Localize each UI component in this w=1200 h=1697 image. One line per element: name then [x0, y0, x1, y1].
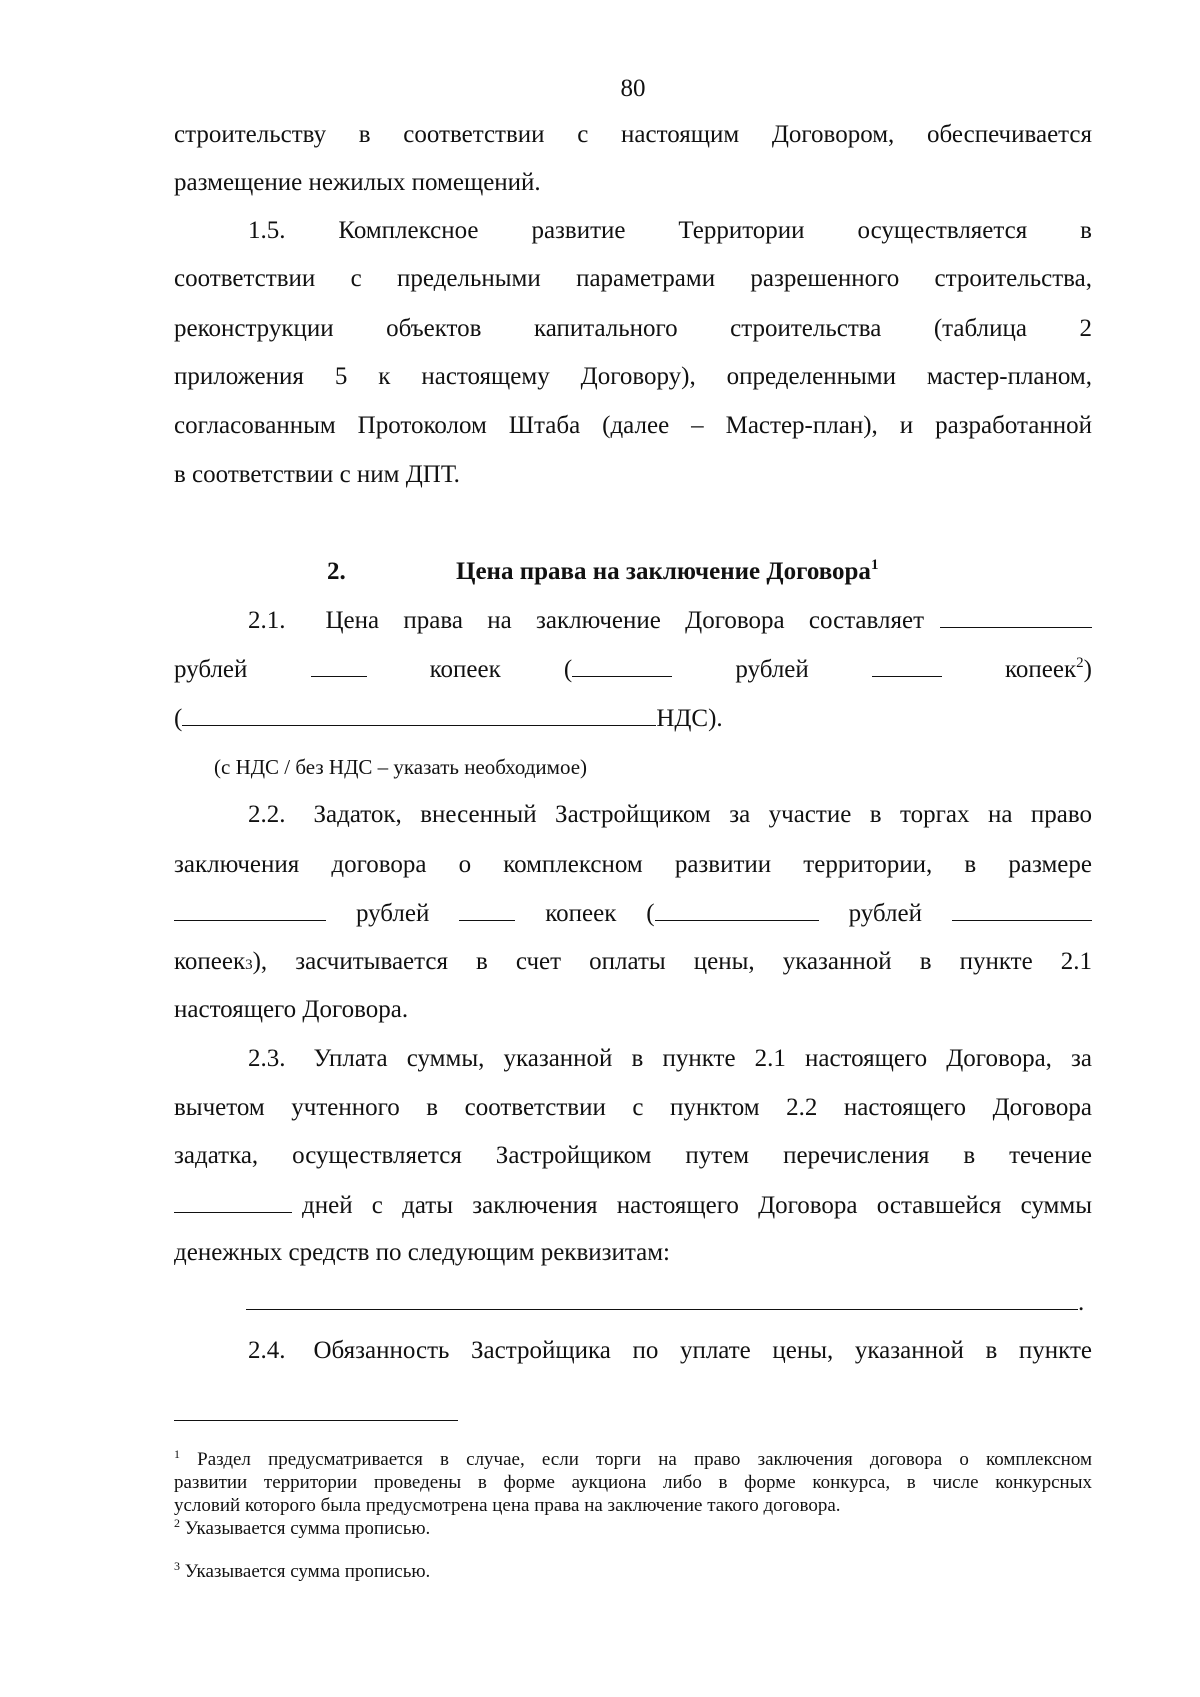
paren: (: [174, 705, 183, 732]
blank-field: [174, 1190, 292, 1213]
word: рублей: [735, 656, 809, 683]
footnote-ref: 2: [1076, 655, 1084, 671]
page-number: 80: [620, 75, 646, 102]
requisites-line: [246, 1287, 1092, 1318]
paragraph-line: заключения договора о комплексном развитии территории, в размере: [174, 851, 1092, 878]
footnote-1-line-3: условий которого была предусмотрена цена права на заключение такого договора.: [174, 1495, 841, 1516]
paragraph-line: согласованным Протоколом Штаба (далее – Мастер-план), и разработанной: [174, 412, 1092, 439]
blank-field: [459, 898, 515, 921]
paren: ): [1083, 656, 1092, 683]
blank-field: [872, 654, 942, 677]
footnote-text: Раздел предусматривается в случае, если торги на право заключения договора о комплексном: [197, 1449, 1093, 1470]
paragraph-line: приложения 5 к настоящему Договору), определенными мастер-планом,: [174, 363, 1092, 390]
footnote-text: Указывается сумма прописью.: [184, 1518, 431, 1539]
clause-number: 2.3.: [248, 1045, 286, 1072]
clause-2-1-line-3: [174, 703, 1092, 734]
clause-number: 2.4.: [248, 1337, 286, 1364]
period: .: [1078, 1289, 1085, 1316]
footnote-text: Указывается сумма прописью.: [184, 1561, 431, 1582]
word: Комплексное: [338, 217, 479, 244]
word: осуществляется: [857, 217, 1028, 244]
paren: (: [646, 900, 655, 927]
word: копеек: [545, 900, 617, 927]
blank-field: [572, 654, 672, 677]
footnote-1-line-2: развитии территории проведены в форме аукциона либо в форме конкурса, в числе конкурсных: [174, 1472, 1092, 1493]
paren: (: [563, 656, 573, 683]
hint-text: (с НДС / без НДС – указать необходимое): [214, 755, 588, 779]
word: объектов: [386, 315, 482, 342]
vat-text: НДС).: [656, 705, 723, 732]
blank-field: [311, 654, 367, 677]
paragraph-line: вычетом учтенного в соответствии с пунктом 2.2 настоящего Договора: [174, 1094, 1092, 1121]
footnote-3: [174, 1561, 1092, 1583]
clause-2-3-line-1: [248, 1044, 1092, 1074]
word: реконструкции: [174, 315, 334, 342]
footnote-mark: 2: [174, 1516, 180, 1530]
blank-field: [655, 898, 819, 921]
paragraph-line: денежных средств по следующим реквизитам:: [174, 1239, 670, 1266]
clause-number: 2.2.: [248, 801, 286, 828]
paragraph-line: соответствии с предельными параметрами разрешенного строительства,: [174, 265, 1092, 292]
clause-2-1-line-1: [248, 605, 1092, 636]
paragraph-line: в соответствии с ним ДПТ.: [174, 461, 460, 488]
clause-2-2-line-4: копеек 3 ), засчитывается в счет оплаты цены, указанной в пункте 2.1: [174, 948, 1092, 975]
clause-2-2-line-1: [248, 800, 1092, 830]
word: Территории: [678, 217, 805, 244]
footnote-2: [174, 1518, 1092, 1540]
section-title: [456, 557, 1056, 587]
paragraph-line: задатка, осуществляется Застройщиком путем перечисления в течение: [174, 1142, 1092, 1169]
word: капитального: [533, 315, 678, 342]
section-title-text: Цена права на заключение Договора: [456, 558, 871, 585]
blank-field: [182, 703, 656, 726]
clause-text: Задаток, внесенный Застройщиком за участие в торгах на право: [313, 801, 1092, 828]
word: рублей: [848, 900, 922, 927]
footnote-separator: [174, 1420, 458, 1421]
blank-field: [246, 1287, 1078, 1310]
clause-2-1-line-2: [174, 654, 1092, 685]
footnote-ref: 1: [870, 557, 879, 573]
clause-number: 2.1.: [248, 607, 286, 634]
paragraph-line: строительству в соответствии с настоящим Договором, обеспечивается: [174, 121, 1092, 148]
paragraph-line: [174, 314, 1092, 344]
footnote-mark: 1: [174, 1447, 180, 1461]
blank-field: [952, 898, 1092, 921]
clause-number: 1.5.: [248, 217, 286, 244]
word: копеек: [174, 948, 246, 975]
word: 2: [1079, 315, 1092, 342]
paragraph-line: размещение нежилых помещений.: [174, 169, 541, 196]
clause-1-5-line-1: [248, 216, 1092, 246]
clause-text: дней с даты заключения настоящего Договора оставшейся суммы: [302, 1192, 1092, 1219]
word: копеек: [429, 656, 501, 683]
clause-2-3-line-4: [174, 1190, 1092, 1221]
word: рублей: [355, 900, 430, 927]
word: рублей: [174, 656, 248, 683]
word: копеек: [1005, 656, 1077, 683]
word: в: [1080, 217, 1092, 244]
section-number: 2.: [327, 558, 346, 585]
clause-text: Обязанность Застройщика по уплате цены, указанной в пункте: [313, 1337, 1092, 1364]
clause-2-2-line-3: [174, 898, 1092, 929]
paragraph-line: настоящего Договора.: [174, 996, 409, 1023]
footnote-mark: 3: [174, 1559, 180, 1573]
word: (таблица: [933, 315, 1027, 342]
word: развитие: [531, 217, 626, 244]
word: строительства: [730, 315, 882, 342]
clause-2-4-line-1: [248, 1336, 1092, 1366]
clause-text: ), засчитывается в счет оплаты цены, указанной в пункте 2.1: [252, 948, 1092, 975]
blank-field: [174, 898, 326, 921]
clause-text: Уплата суммы, указанной в пункте 2.1 настоящего Договора, за: [313, 1045, 1092, 1072]
clause-text: Цена права на заключение Договора составляет: [325, 607, 924, 634]
footnote-1-line-1: [174, 1449, 1092, 1471]
blank-field: [940, 605, 1092, 628]
